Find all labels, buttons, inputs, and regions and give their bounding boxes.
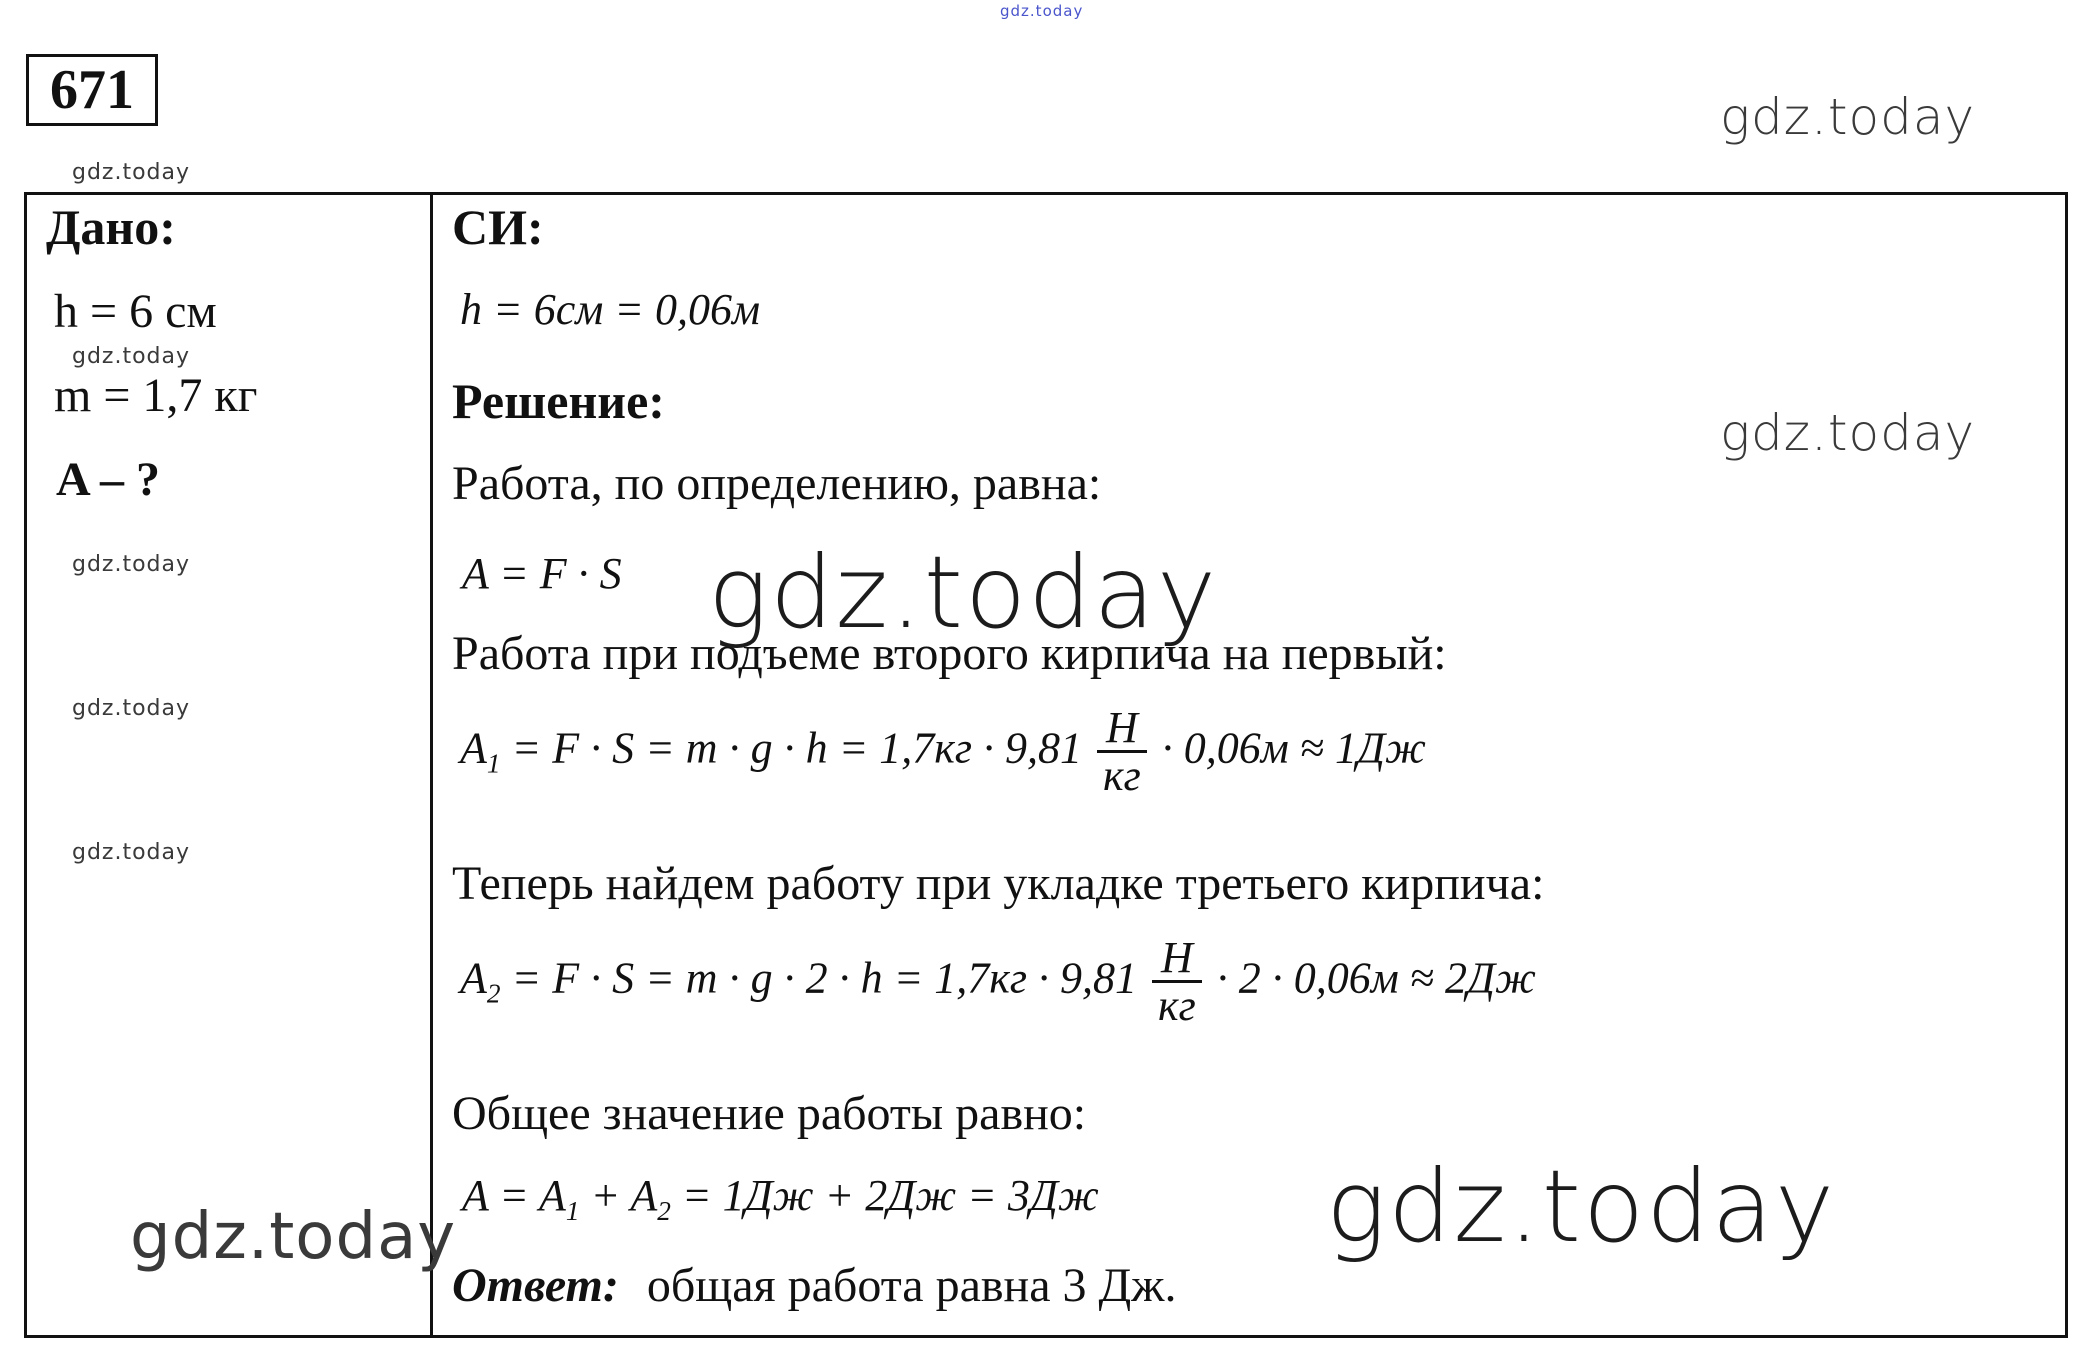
- si-header: СИ:: [452, 199, 544, 255]
- formula-4-mid: + A: [579, 1171, 658, 1220]
- answer-label: Ответ:: [452, 1259, 619, 1312]
- given-height: h = 6 см: [54, 285, 217, 338]
- table-divider: [430, 192, 433, 1338]
- problem-number: 671: [26, 54, 158, 126]
- watermark-left-5: gdz.today: [72, 840, 191, 865]
- watermark-right-mid: gdz.today: [1720, 404, 1976, 462]
- solution-header: Решение:: [452, 373, 665, 429]
- formula-4-rest: = 1Дж + 2Дж = 3Дж: [670, 1171, 1099, 1220]
- solution-text-4: Общее значение работы равно:: [452, 1087, 1087, 1140]
- watermark-left-3: gdz.today: [72, 552, 191, 577]
- formula-2-sub: 1: [486, 748, 501, 779]
- formula-3-sub: 2: [486, 978, 501, 1009]
- solution-text-1: Работа, по определению, равна:: [452, 457, 1102, 510]
- formula-2-frac-num: Н: [1097, 706, 1147, 753]
- formula-3-frac-den: кг: [1158, 981, 1196, 1030]
- watermark-center: gdz.today: [708, 534, 1219, 651]
- formula-2-frac-den: кг: [1103, 751, 1141, 800]
- formula-3-lhs: A: [460, 953, 487, 1003]
- watermark-bottom-left: gdz.today: [130, 1200, 457, 1274]
- given-unknown: A – ?: [56, 453, 161, 506]
- watermark-top: gdz.today: [1000, 2, 1084, 20]
- watermark-left-1: gdz.today: [72, 160, 191, 185]
- formula-3-before: = F · S = m · g · 2 · h = 1,7кг · 9,81: [500, 953, 1138, 1003]
- answer-line: [452, 1258, 1176, 1313]
- formula-total-work: [462, 1170, 1099, 1227]
- formula-2-lhs: A: [460, 723, 487, 773]
- formula-2-after: · 0,06м ≈ 1Дж: [1161, 723, 1426, 773]
- watermark-left-4: gdz.today: [72, 696, 191, 721]
- formula-2-fraction: [1097, 703, 1147, 800]
- formula-3-after: · 2 · 0,06м ≈ 2Дж: [1216, 953, 1536, 1003]
- watermark-left-2: gdz.today: [72, 344, 191, 369]
- answer-text: общая работа равна 3 Дж.: [646, 1259, 1177, 1312]
- watermark-bottom-right: gdz.today: [1326, 1148, 1837, 1265]
- si-conversion: h = 6см = 0,06м: [460, 285, 761, 334]
- solution-text-3: Теперь найдем работу при укладке третьего кирпича:: [452, 857, 1545, 910]
- formula-3-frac-num: Н: [1152, 936, 1202, 983]
- formula-4-sub1: 1: [565, 1195, 580, 1226]
- formula-work-third-brick: [460, 933, 1536, 1030]
- formula-3-fraction: [1152, 933, 1202, 1030]
- given-header: Дано:: [46, 199, 176, 255]
- formula-work-definition: A = F · S: [462, 549, 622, 598]
- formula-work-second-brick: [460, 703, 1426, 800]
- formula-2-before: = F · S = m · g · h = 1,7кг · 9,81: [500, 723, 1083, 773]
- given-mass: m = 1,7 кг: [54, 369, 258, 422]
- formula-4-a: A = A: [462, 1171, 566, 1220]
- watermark-top-right: gdz.today: [1720, 88, 1976, 146]
- solution-text-2: Работа при подъеме второго кирпича на первый:: [452, 627, 1447, 680]
- formula-4-sub2: 2: [657, 1195, 671, 1226]
